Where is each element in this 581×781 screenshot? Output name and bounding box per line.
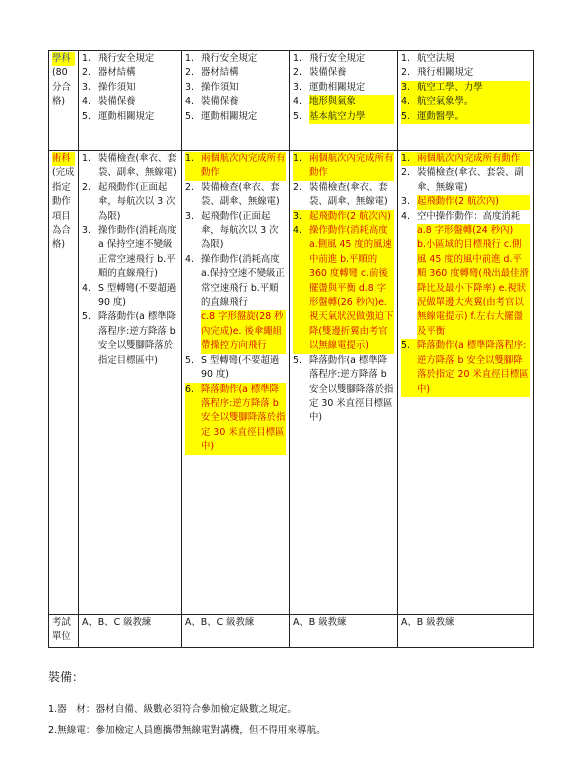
skill-cell	[290, 151, 398, 615]
notes-title: 裝備：	[48, 670, 85, 684]
subject-row-header	[49, 51, 79, 151]
unit-cell: A、B、C 級教練	[182, 615, 290, 648]
skill-cell	[79, 151, 182, 615]
equipment-notes	[48, 668, 533, 743]
exam-requirements-table	[48, 50, 534, 648]
list-item: 3. 操作須知	[185, 81, 239, 93]
list-item: 1. 飛行安全規定	[293, 53, 366, 64]
list-item: 4. 地形與氣象	[293, 95, 394, 109]
row-header-line: 為合	[52, 225, 71, 237]
document-page	[48, 50, 533, 648]
unit-cell: A、B 級教練	[398, 615, 534, 648]
list-item: 4. 裝備保養	[82, 96, 136, 108]
subject-cell	[398, 51, 534, 151]
list-item: 2. 裝備檢查(傘衣、套袋、副傘、無線電)	[185, 181, 280, 208]
row-header-line: 單位	[52, 631, 71, 643]
list-item: 1. 兩個航次內完成所有動作	[401, 152, 530, 166]
list-item: b.小區域的目標飛行 c.側風 45 度的風中前進 d.平順 360 度轉彎(飛出最佳滑降比及最小下降率) e.視狀況做單邊大夾翼(由考官以無線電提示) f.左右大擺盪及平衡	[401, 238, 530, 339]
unit-cell: A、B、C 級教練	[79, 615, 182, 648]
list-item: 5. 運動相關規定	[185, 110, 258, 122]
list-item: 2. 飛行相關規定	[401, 67, 474, 79]
row-header-line: 分合	[52, 81, 71, 93]
unit-row	[49, 615, 534, 648]
row-header-line: 指定	[52, 181, 71, 193]
row-header-line: 項目	[52, 210, 71, 222]
list-item: 4. S 型轉彎(不要超過 90 度)	[82, 282, 177, 309]
row-header-line: (80	[52, 67, 68, 79]
subject-cell	[79, 51, 182, 151]
skill-row-header	[49, 151, 79, 615]
list-item: 3. 起飛動作(正面起傘，每航次以 3 次為限)	[185, 210, 279, 251]
unit-cell: A、B 級教練	[290, 615, 398, 648]
list-item: 3. 操作須知	[82, 81, 136, 93]
unit-row-header	[49, 615, 79, 648]
list-item: 2. 裝備檢查(傘衣、套袋、副傘、無線電)	[401, 167, 524, 193]
list-item: 4. 操作動作(消耗高度 a.側風 45 度的風速中前進 b.平順的 360 度轉彎 c.前後擺盪與平衡 d.8 字形盤轉(26 秒內)e.視天氣狀況做強迫下降(雙邊折翼由考官以無線電提示)	[293, 224, 394, 354]
row-header-title: 術科	[52, 152, 75, 166]
list-item: 5. S 型轉彎(不要超過 90 度)	[185, 354, 280, 381]
list-item: 4. 空中操作動作：高度消耗	[401, 210, 521, 222]
list-item: 3. 操作動作(消耗高度 a 保持空速不變級正常空速飛行 b.平順的直線飛行)	[82, 225, 177, 280]
subject-row	[49, 51, 534, 151]
row-header-line: 考試	[52, 617, 71, 628]
subject-cell	[182, 51, 290, 151]
row-header-line: (完成	[52, 167, 75, 179]
list-item: 5. 降落動作(a 標準降落程序:逆方降落 b 安全以雙腳降落於指定 30 米直徑目標區中)	[293, 354, 394, 424]
list-item: 2. 器材結構	[82, 67, 136, 79]
list-item: 3. 起飛動作(2 航次內)	[293, 210, 394, 224]
list-item: 2. 器材結構	[185, 67, 239, 79]
subject-cell	[290, 51, 398, 151]
list-item: 5. 運動醫學。	[401, 110, 530, 124]
skill-row	[49, 151, 534, 615]
list-item: 3. 起飛動作(2 航次內)	[401, 195, 530, 209]
list-item: 5. 降落動作(a 標準降落程序:逆方降落 b 安全以雙腳降落於指定 20 米直徑目標區中)	[401, 339, 530, 397]
list-item: 1. 飛行安全規定	[185, 53, 258, 64]
row-header-line: 格)	[52, 96, 66, 108]
list-item: 5. 降落動作(a 標準降落程序:逆方降落 b 安全以雙腳降落於指定目標區中)	[82, 311, 177, 366]
row-header-title: 學科	[52, 52, 75, 66]
list-item: 2. 裝備保養	[293, 67, 347, 79]
list-item: 5. 基本航空力學	[293, 110, 394, 124]
list-item: 1. 飛行安全規定	[82, 53, 155, 64]
list-item: c.8 字形盤旋(28 秒內完成)e. 後傘繩組帶操控方向飛行	[185, 310, 286, 353]
list-item: 2. 起飛動作(正面起傘，每航次以 3 次為限)	[82, 181, 176, 222]
skill-cell	[398, 151, 534, 615]
list-item: 1. 裝備檢查(傘衣、套袋、副傘、無線電)	[82, 153, 177, 179]
list-item: 1. 兩個航次內完成所有動作	[185, 152, 286, 181]
row-header-line: 動作	[52, 196, 71, 208]
list-item: 4. 裝備保養	[185, 96, 239, 108]
row-header-line: 格)	[52, 239, 66, 251]
list-item: 3. 運動相關規定	[293, 81, 366, 93]
list-item: 1. 兩個航次內完成所有動作	[293, 152, 394, 181]
notes-line: 2.無線電：參加檢定人員應攜帶無線電對講機，但不得用來導航。	[48, 725, 326, 736]
list-item: 3. 航空工學、力學	[401, 81, 530, 95]
list-item: 1. 航空法規	[401, 53, 455, 64]
list-item: 2. 裝備檢查(傘衣、套袋、副傘、無線電)	[293, 181, 388, 208]
skill-cell	[182, 151, 290, 615]
list-item: 6. 降落動作(a 標準降落程序:逆方降落 b 安全以雙腳降落於指定 30 米直徑目標區中)	[185, 383, 286, 455]
list-item: 4. 航空氣象學。	[401, 95, 530, 109]
list-item: 4. 操作動作(消耗高度 a.保持空速不變級正常空速飛行 b.平順的直線飛行	[185, 253, 285, 309]
list-item: a.8 字形盤轉(24 秒內)	[401, 224, 530, 238]
notes-line: 1.器 材：器材自備、級數必須符合參加檢定級數之規定。	[48, 704, 297, 715]
list-item: 5. 運動相關規定	[82, 110, 155, 122]
